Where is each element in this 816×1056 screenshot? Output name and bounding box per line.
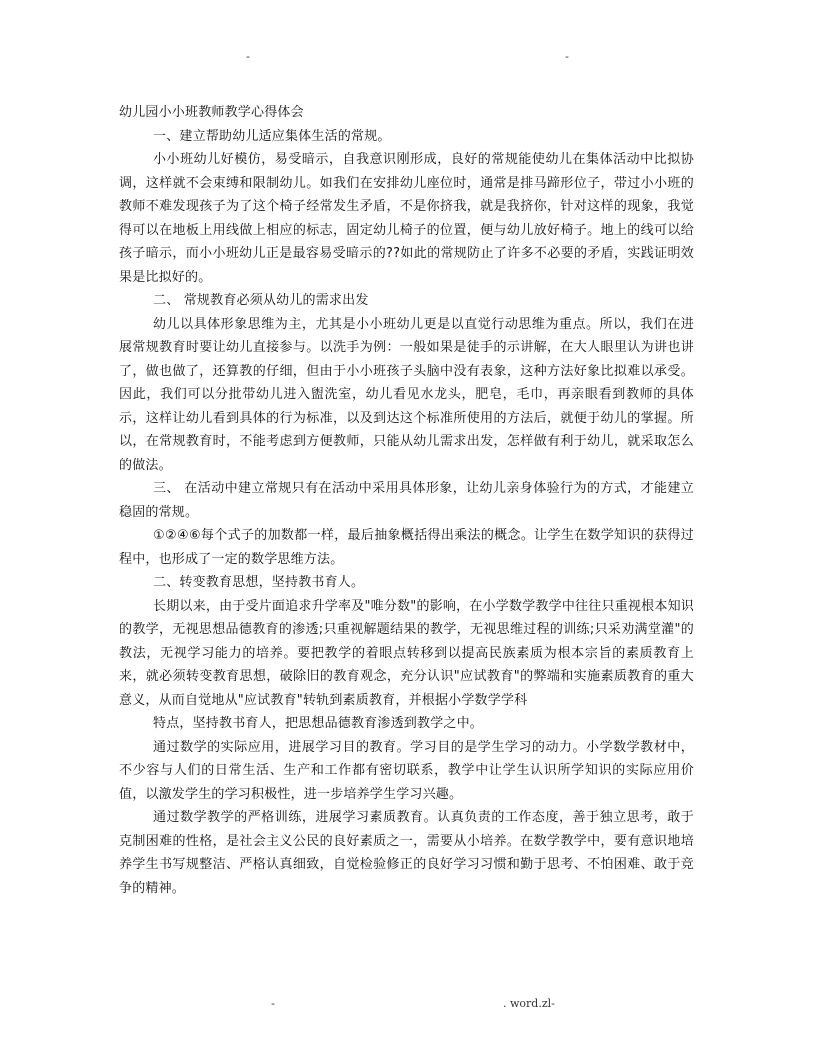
paragraph-1: 一、建立帮助幼儿适应集体生活的常规。 [153,128,391,144]
document-title: 幼儿园小小班教师教学心得体会 [119,105,304,120]
paragraph-9: 特点，坚持教书育人，把思想品德教育渗透到教学之中。 [153,716,484,731]
header-mark-left: - [246,50,250,63]
header-mark-right: - [565,50,569,63]
paragraph-6: ①②④⑥每个式子的加数都一样，最后抽象概括得出乘法的概念。让学生在数学知识的获得过程中，也形成了一定的数学思维方法。 [119,528,694,567]
footer-mark-left: - [271,997,275,1010]
paragraph-3: 二、 常规教育必须从幼儿的需求出发 [153,293,369,308]
paragraph-7: 二、转变教育思想，坚持教书育人。 [153,575,365,590]
paragraph-5: 三、 在活动中建立常规只有在活动中采用具体形象，让幼儿亲身体验行为的方式，才能建立稳固的常规。 [119,481,694,520]
paragraph-10: 通过数学的实际应用，进展学习目的教育。学习目的是学生学习的动力。小学数学教材中，不少容与人们的日常生活、生产和工作都有密切联系，教学中让学生认识所学知识的实际应用价值，以激发学生的学习积极性，进一步培养学生学习兴趣。 [119,739,694,802]
paragraph-11: 通过数学教学的严格训练，进展学习素质教育。认真负责的工作态度，善于独立思考，敢于克制困难的性格，是社会主义公民的良好素质之一，需要从小培养。在数学教学中，要有意识地培养学生书写规整洁、严格认真细致，自觉检验修正的良好学习习惯和勤于思考、不怕困难、敢于竞争的精神。 [119,810,694,896]
document-body [119,101,694,900]
paragraph-2: 小小班幼儿好模仿，易受暗示，自我意识刚形成，良好的常规能使幼儿在集体活动中比拟协调，这样就不会束缚和限制幼儿。如我们在安排幼儿座位时，通常是排马蹄形位子，带过小小班的教师不难发现孩子为了这个椅子经常发生矛盾，不是你挤我，就是我挤你，针对这样的现象，我觉得可以在地板上用线做上相应的标志，固定幼儿椅子的位置，便与幼儿放好椅子。地上的线可以给孩子暗示，而小小班幼儿正是最容易受暗示的??如此的常规防止了许多不必要的矛盾，实践证明效果是比拟好的。 [119,152,694,285]
footer-watermark-text: . word.zl- [503,997,555,1010]
paragraph-4: 幼儿以具体形象思维为主，尤其是小小班幼儿更是以直觉行动思维为重点。所以，我们在进展常规教育时要让幼儿直接参与。以洗手为例：一般如果是徒手的示讲解，在大人眼里认为讲也讲了，做也做了，还算教的仔细，但由于小小班孩子头脑中没有表象，这种方法好象比拟难以承受。因此，我们可以分批带幼儿进入盥洗室，幼儿看见水龙头，肥皂，毛巾，再亲眼看到教师的具体示，这样让幼儿看到具体的行为标准，以及到达这个标准所使用的方法后，就便于幼儿的掌握。所以，在常规教育时，不能考虑到方便教师，只能从幼儿需求出发，怎样做有利于幼儿，就采取怎么的做法。 [119,316,694,473]
paragraph-8: 长期以来，由于受片面追求升学率及"唯分数"的影响，在小学数学教学中往往只重视根本知识的教学，无视思想品德教育的渗透;只重视解题结果的教学，无视思维过程的训练;只采劝满堂灌"的教法，无视学习能力的培养。要把教学的着眼点转移到以提高民族素质为根本宗旨的素质教育上来，就必须转变教育思想，破除旧的教育观念，充分认识"应试教育"的弊端和实施素质教育的重大意义，从而自觉地从"应试教育"转轨到素质教育，并根据小学数学学科 [119,598,694,708]
